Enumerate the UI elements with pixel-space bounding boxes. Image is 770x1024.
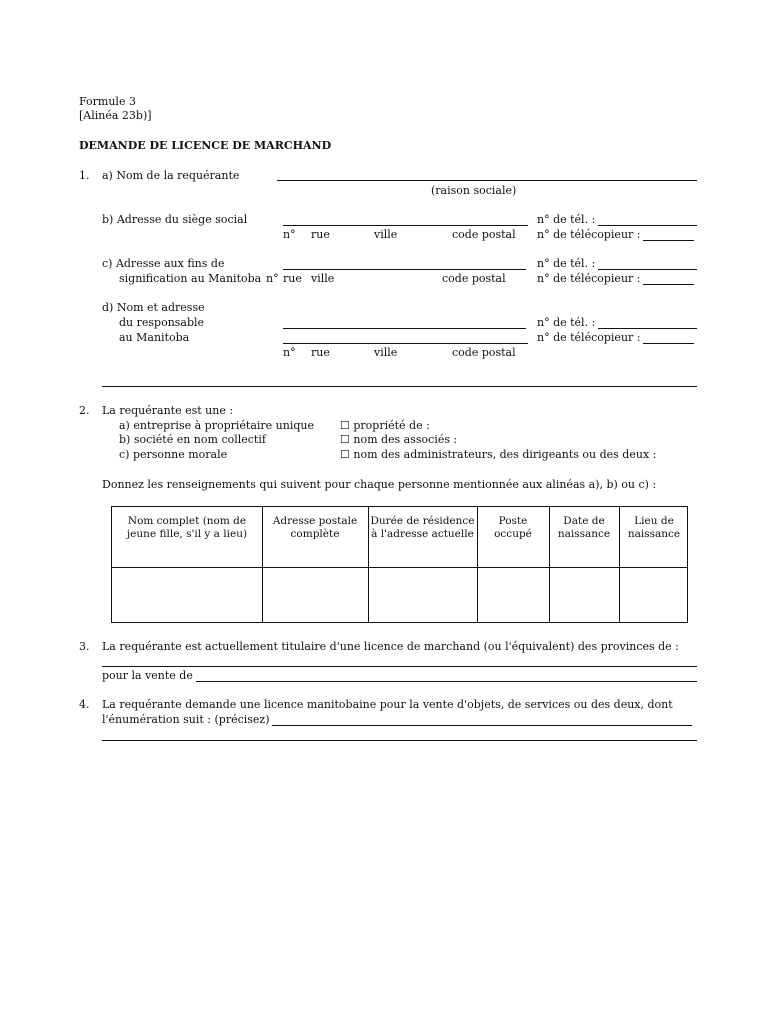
address-street-label: rue xyxy=(311,346,330,359)
table-header-birth-place: Lieu de naissance xyxy=(627,515,681,540)
form-reference: [Alinéa 23b)] xyxy=(79,109,152,122)
checkbox-directors[interactable]: ☐ nom des administrateurs, des dirigeants ou des deux : xyxy=(340,448,657,461)
service-fax-field[interactable] xyxy=(643,284,694,285)
table-cell-birth-place[interactable] xyxy=(620,568,687,623)
checkbox-owner[interactable]: ☐ propriété de : xyxy=(340,419,430,432)
address-no-label: n° xyxy=(283,346,296,359)
section-3-number: 3. xyxy=(79,640,90,653)
provinces-field[interactable] xyxy=(102,666,697,667)
head-office-address-field[interactable] xyxy=(283,225,528,226)
table-cell-position[interactable] xyxy=(478,568,549,623)
section-2-number: 2. xyxy=(79,404,90,417)
service-phone-field[interactable] xyxy=(598,269,697,270)
address-postal-label: code postal xyxy=(442,272,506,285)
address-street-label: rue xyxy=(283,272,302,285)
address-no-label: n° xyxy=(283,228,296,241)
section-4-line1: La requérante demande une licence manitobaine pour la vente d'objets, de services ou des deux, dont xyxy=(102,698,673,711)
section-1b-label: b) Adresse du siège social xyxy=(102,213,248,226)
entity-option-corporation: c) personne morale xyxy=(119,448,228,461)
table-header-residence: Durée de résidence à l'adresse actuelle xyxy=(370,515,475,540)
address-postal-label: code postal xyxy=(452,228,516,241)
phone-label: n° de tél. : xyxy=(537,257,596,270)
fax-label: n° de télécopieur : xyxy=(537,228,641,241)
section-4-number: 4. xyxy=(79,698,90,711)
address-postal-label: code postal xyxy=(452,346,516,359)
entity-option-partnership: b) société en nom collectif xyxy=(119,433,266,446)
address-city-label: ville xyxy=(374,346,398,359)
table-header-position: Poste occupé xyxy=(494,515,532,540)
section-1a-label: a) Nom de la requérante xyxy=(102,169,240,182)
table-cell-full-name[interactable] xyxy=(112,568,262,623)
table-cell-birth-date[interactable] xyxy=(550,568,619,623)
responsible-fax-field[interactable] xyxy=(643,343,694,344)
specify-extra-line[interactable] xyxy=(102,740,697,741)
section-1d-label-line3: au Manitoba xyxy=(119,331,190,344)
service-address-field[interactable] xyxy=(283,269,526,270)
responsible-phone-field[interactable] xyxy=(598,328,697,329)
sale-of-label: pour la vente de xyxy=(102,669,193,682)
section-1-extra-line[interactable] xyxy=(102,386,697,387)
sale-of-field[interactable] xyxy=(196,681,697,682)
table-header-full-name: Nom complet (nom de jeune fille, s'il y a lieu) xyxy=(126,515,248,540)
company-name-field[interactable] xyxy=(277,180,697,181)
phone-label: n° de tél. : xyxy=(537,213,596,226)
section-3-text: La requérante est actuellement titulaire d'une licence de marchand (ou l'équivalent) des provinces de : xyxy=(102,640,679,653)
section-4-line2: l'énumération suit : (précisez) xyxy=(102,713,270,726)
head-office-phone-field[interactable] xyxy=(598,225,697,226)
head-office-fax-field[interactable] xyxy=(643,240,694,241)
form-title: DEMANDE DE LICENCE DE MARCHAND xyxy=(79,139,332,152)
section-1d-label-line1: d) Nom et adresse xyxy=(102,301,205,314)
address-city-label: ville xyxy=(374,228,398,241)
table-cell-address[interactable] xyxy=(263,568,368,623)
section-1c-label-line2: signification au Manitoba xyxy=(119,272,262,285)
address-no-label: n° xyxy=(266,272,279,285)
section-1-number: 1. xyxy=(79,169,90,182)
table-header-address: Adresse postale complète xyxy=(272,515,358,540)
responsible-name-field[interactable] xyxy=(283,328,526,329)
phone-label: n° de tél. : xyxy=(537,316,596,329)
section-2-instruction: Donnez les renseignements qui suivent pour chaque personne mentionnée aux alinéas a), b) ou c) : xyxy=(102,478,657,491)
section-1d-label-line2: du responsable xyxy=(119,316,205,329)
fax-label: n° de télécopieur : xyxy=(537,272,641,285)
checkbox-partners[interactable]: ☐ nom des associés : xyxy=(340,433,458,446)
company-name-caption: (raison sociale) xyxy=(431,184,517,197)
address-street-label: rue xyxy=(311,228,330,241)
persons-table xyxy=(111,506,688,623)
form-number: Formule 3 xyxy=(79,95,136,108)
section-1c-label-line1: c) Adresse aux fins de xyxy=(102,257,225,270)
responsible-address-field[interactable] xyxy=(283,343,528,344)
table-cell-residence[interactable] xyxy=(369,568,477,623)
address-city-label: ville xyxy=(311,272,335,285)
specify-field[interactable] xyxy=(272,725,692,726)
section-2-intro: La requérante est une : xyxy=(102,404,234,417)
table-header-birth-date: Date de naissance xyxy=(557,515,611,540)
fax-label: n° de télécopieur : xyxy=(537,331,641,344)
entity-option-sole-proprietor: a) entreprise à propriétaire unique xyxy=(119,419,314,432)
